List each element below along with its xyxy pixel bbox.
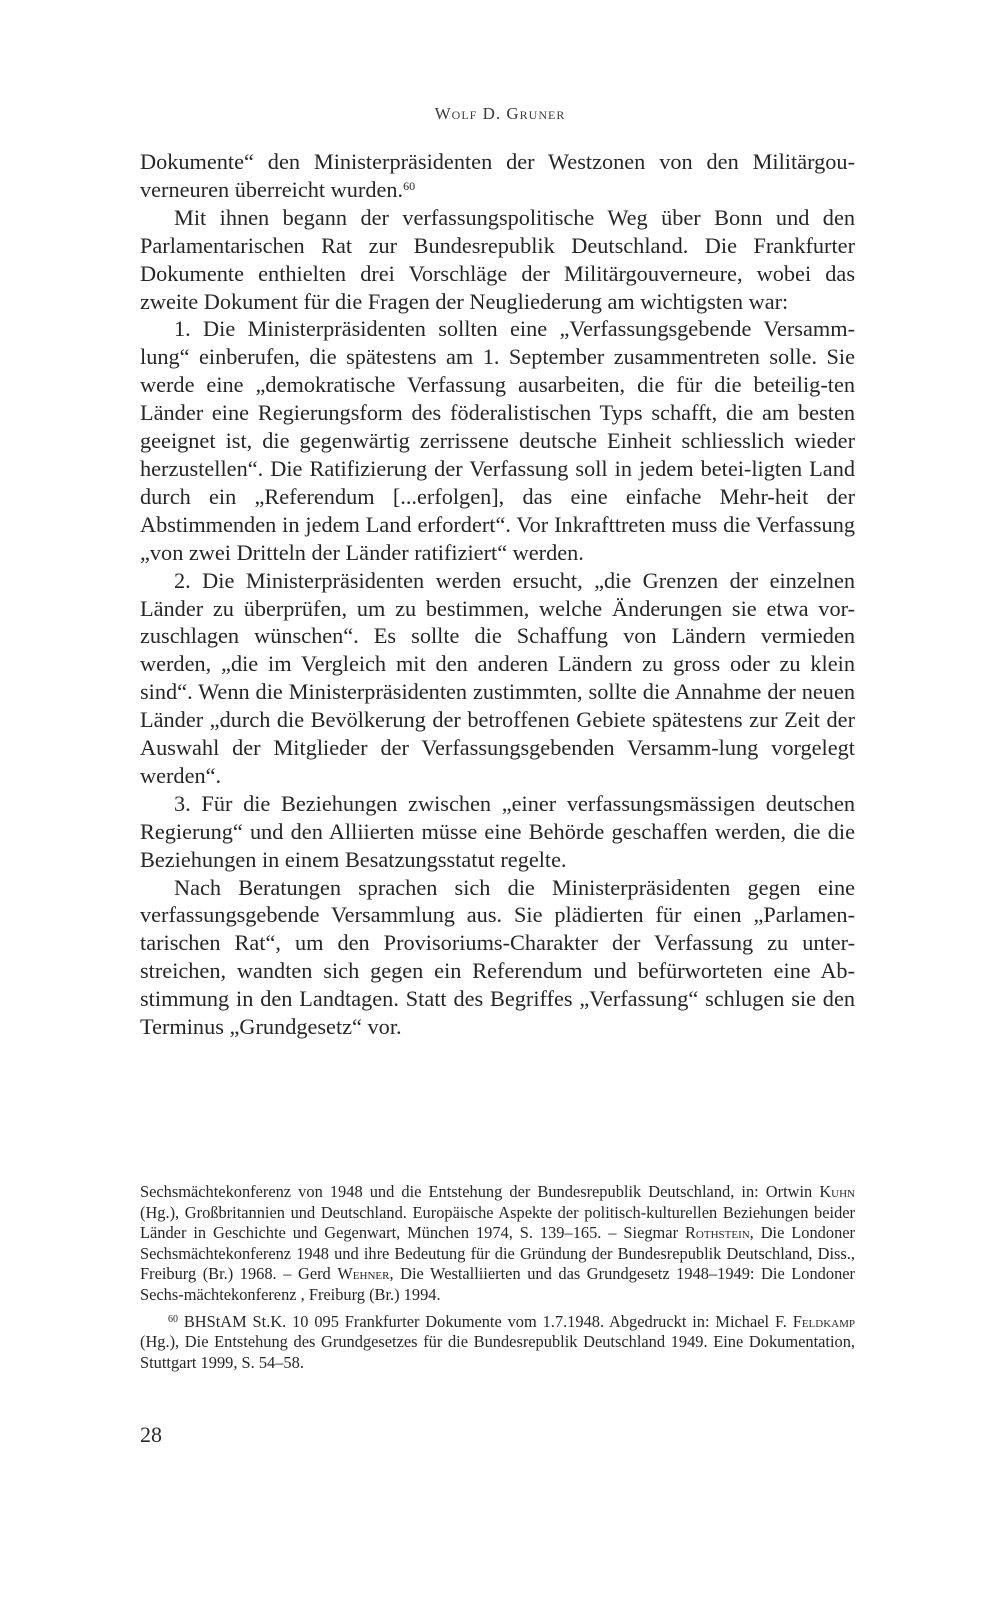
author-wehner: Wehner: [337, 1264, 390, 1284]
fn59-text-b: (Hg.), Großbritannien und Deutschland. Europäische Aspekte der politisch-kulturellen Beziehungen beider Länder in Geschichte und Gegenwart, München 1974, S. 139–165. – Siegmar: [140, 1202, 855, 1243]
fn60-text-a: BHStAM St.K. 10 095 Frankfurter Dokumente vom 1.7.1948. Abgedruckt in: Michael F.: [178, 1311, 793, 1331]
footnote-ref-60[interactable]: 60: [403, 178, 416, 193]
footnote-60-number: 60: [168, 1313, 178, 1325]
author-feldkamp: Feldkamp: [792, 1311, 855, 1331]
paragraph-item-2: 2. Die Ministerpräsidenten werden ersucht, „die Grenzen der einzelnen Länder zu überprüfen, um zu bestimmen, welche Änderungen sie etwa vor-zuschlagen wünschen“. Es sollte die Schaffung von Ländern vermieden werden, „die im Vergleich mit den anderen Ländern zu gross oder zu klein sind“. Wenn die Ministerpräsidenten zustimmten, sollte die Annahme der neuen Länder „durch die Bevölkerung der betroffenen Gebiete spätestens zur Zeit der Auswahl der Mitglieder der Verfassungsgebenden Versamm-lung vorgelegt werden“.: [140, 567, 855, 788]
footnote-60: [140, 1312, 855, 1374]
paragraph-2: Mit ihnen begann der verfassungspolitische Weg über Bonn und den Parlamentarischen Rat zur Bundesrepublik Deutschland. Die Frankfurter Dokumente enthielten drei Vorschläge der Militärgouverneure, wobei das zweite Dokument für die Fragen der Neugliederung am wichtigsten war:: [140, 204, 855, 314]
author-rothstein: Rothstein: [684, 1223, 750, 1243]
footnote-59-continued: [140, 1182, 855, 1306]
fn60-text-b: (Hg.), Die Entstehung des Grundgesetzes für die Bundesrepublik Deutschland 1949. Eine Dokumentation, Stuttgart 1999, S. 54–58.: [140, 1332, 855, 1372]
footnotes: [140, 1182, 855, 1379]
main-text: [140, 148, 855, 1041]
fn59-text-a: Sechsmächtekonferenz von 1948 und die Entstehung der Bundesrepublik Deutschland, in: Ortwin: [140, 1182, 820, 1201]
page-number: 28: [140, 1422, 162, 1447]
paragraph-conclusion: Nach Beratungen sprachen sich die Ministerpräsidenten gegen eine verfassungsgebende Versammlung aus. Sie plädierten für einen „Parlamen-tarischen Rat“, um den Provisoriums-Charakter der Verfassung zu unter-streichen, wandten sich gegen ein Referendum und befürworteten eine Ab-stimmung in den Landtagen. Statt des Begriffes „Verfassung“ schlugen sie den Terminus „Grundgesetz“ vor.: [140, 874, 855, 1040]
paragraph-1: [140, 148, 855, 204]
author-kuhn: Kuhn: [819, 1182, 855, 1201]
fn59-text-d: , Die Westalliierten und das Grundgesetz 1948–1949: Die Londoner Sechs-mächtekonferenz , Freiburg (Br.) 1994.: [140, 1264, 856, 1304]
fn59-text-c: , Die Londoner Sechsmächtekonferenz 1948 und ihre Bedeutung für die Gründung der Bundesrepublik Deutschland, Diss., Freiburg (Br.) 1968. – Gerd: [140, 1223, 855, 1284]
running-head: Wolf D. Gruner: [434, 104, 566, 123]
paragraph-item-3: 3. Für die Beziehungen zwischen „einer verfassungsmässigen deutschen Regierung“ und den Alliierten müsse eine Behörde geschaffen werden, die die Beziehungen in einem Besatzungsstatut regelte.: [140, 790, 855, 872]
paragraph-item-1: 1. Die Ministerpräsidenten sollten eine „Verfassungsgebende Versamm-lung“ einberufen, die spätestens am 1. September zusammentreten solle. Sie werde eine „demokratische Verfassung ausarbeiten, die für die beteilig-ten Länder eine Regierungsform des föderalistischen Typs schafft, die am besten geeignet ist, die gegenwärtig zerrissene deutsche Einheit schliesslich wieder herzustellen“. Die Ratifizierung der Verfassung soll in jedem betei-ligten Land durch ein „Referendum [...erfolgen], das eine einfache Mehr-heit der Abstimmenden in jedem Land erfordert“. Vor Inkrafttreten muss die Verfassung „von zwei Dritteln der Länder ratifiziert“ werden.: [140, 316, 855, 565]
paragraph-1-text: Dokumente“ den Ministerpräsidenten der Westzonen von den Militärgou-verneuren überreicht wurden.: [140, 149, 855, 202]
